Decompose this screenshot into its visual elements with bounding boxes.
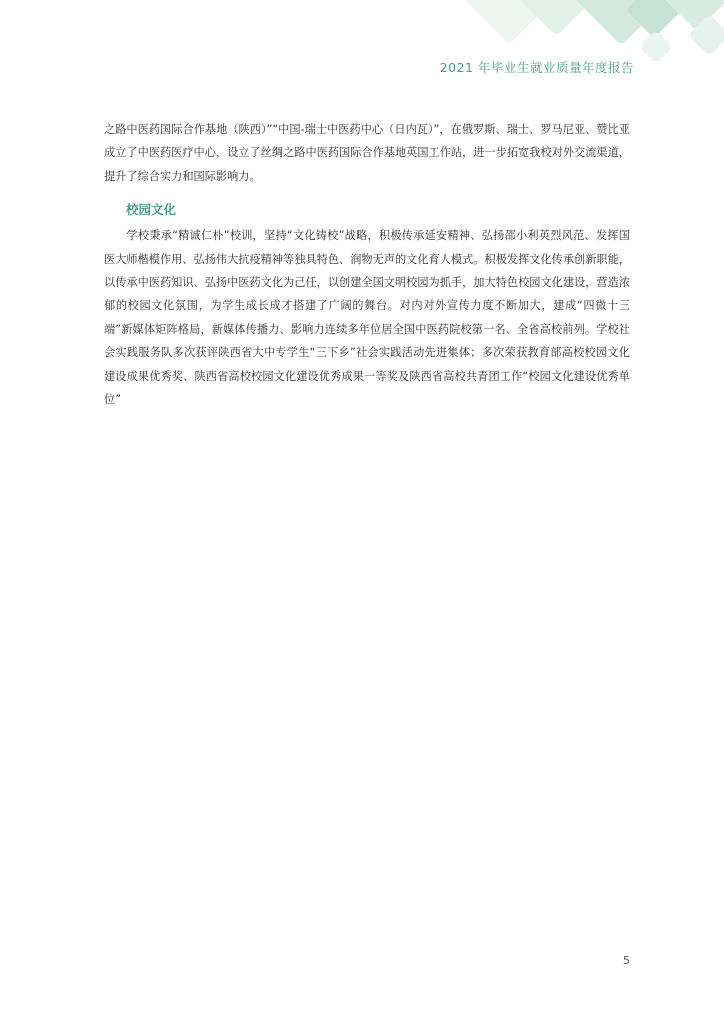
page-content: [104, 118, 630, 411]
section-heading: 校园文化: [126, 202, 177, 218]
report-header-title: 2021 年毕业生就业质量年度报告: [439, 60, 634, 75]
culture-paragraph: 学校秉承“精诚仁朴”校训，坚持“文化铸校”战略，积极传承延安精神、弘扬邵小利英烈风范、发挥国医大师楷模作用、弘扬伟大抗疫精神等独具特色、润物无声的文化育人模式。积极发挥文化传承创新职能，以传承中医药知识、弘扬中医药文化为己任，以创建全国文明校园为抓手，加大特色校园文化建设，营造浓郁的校园文化氛围，为学生成长成才搭建了广阔的舞台。对内对外宣传力度不断加大，建成“四微十三端”新媒体矩阵格局，新媒体传播力、影响力连续多年位居全国中医药院校第一名、全省高校前列。学校社会实践服务队多次获评陕西省大中专学生“三下乡”社会实践活动先进集体；多次荣获教育部高校校园文化建设成果优秀奖、陕西省高校校园文化建设优秀成果一等奖及陕西省高校共青团工作“校园文化建设优秀单位”: [104, 229, 630, 407]
page-number: 5: [623, 954, 630, 967]
intro-paragraph: 之路中医药国际合作基地（陕西）”“中国-瑞士中医药中心（日内瓦）”，在俄罗斯、瑞士、罗马尼亚、赞比亚成立了中医药医疗中心，设立了丝绸之路中医药国际合作基地英国工作站，进一步拓宽我校对外交流渠道，提升了综合实力和国际影响力。: [104, 123, 630, 183]
